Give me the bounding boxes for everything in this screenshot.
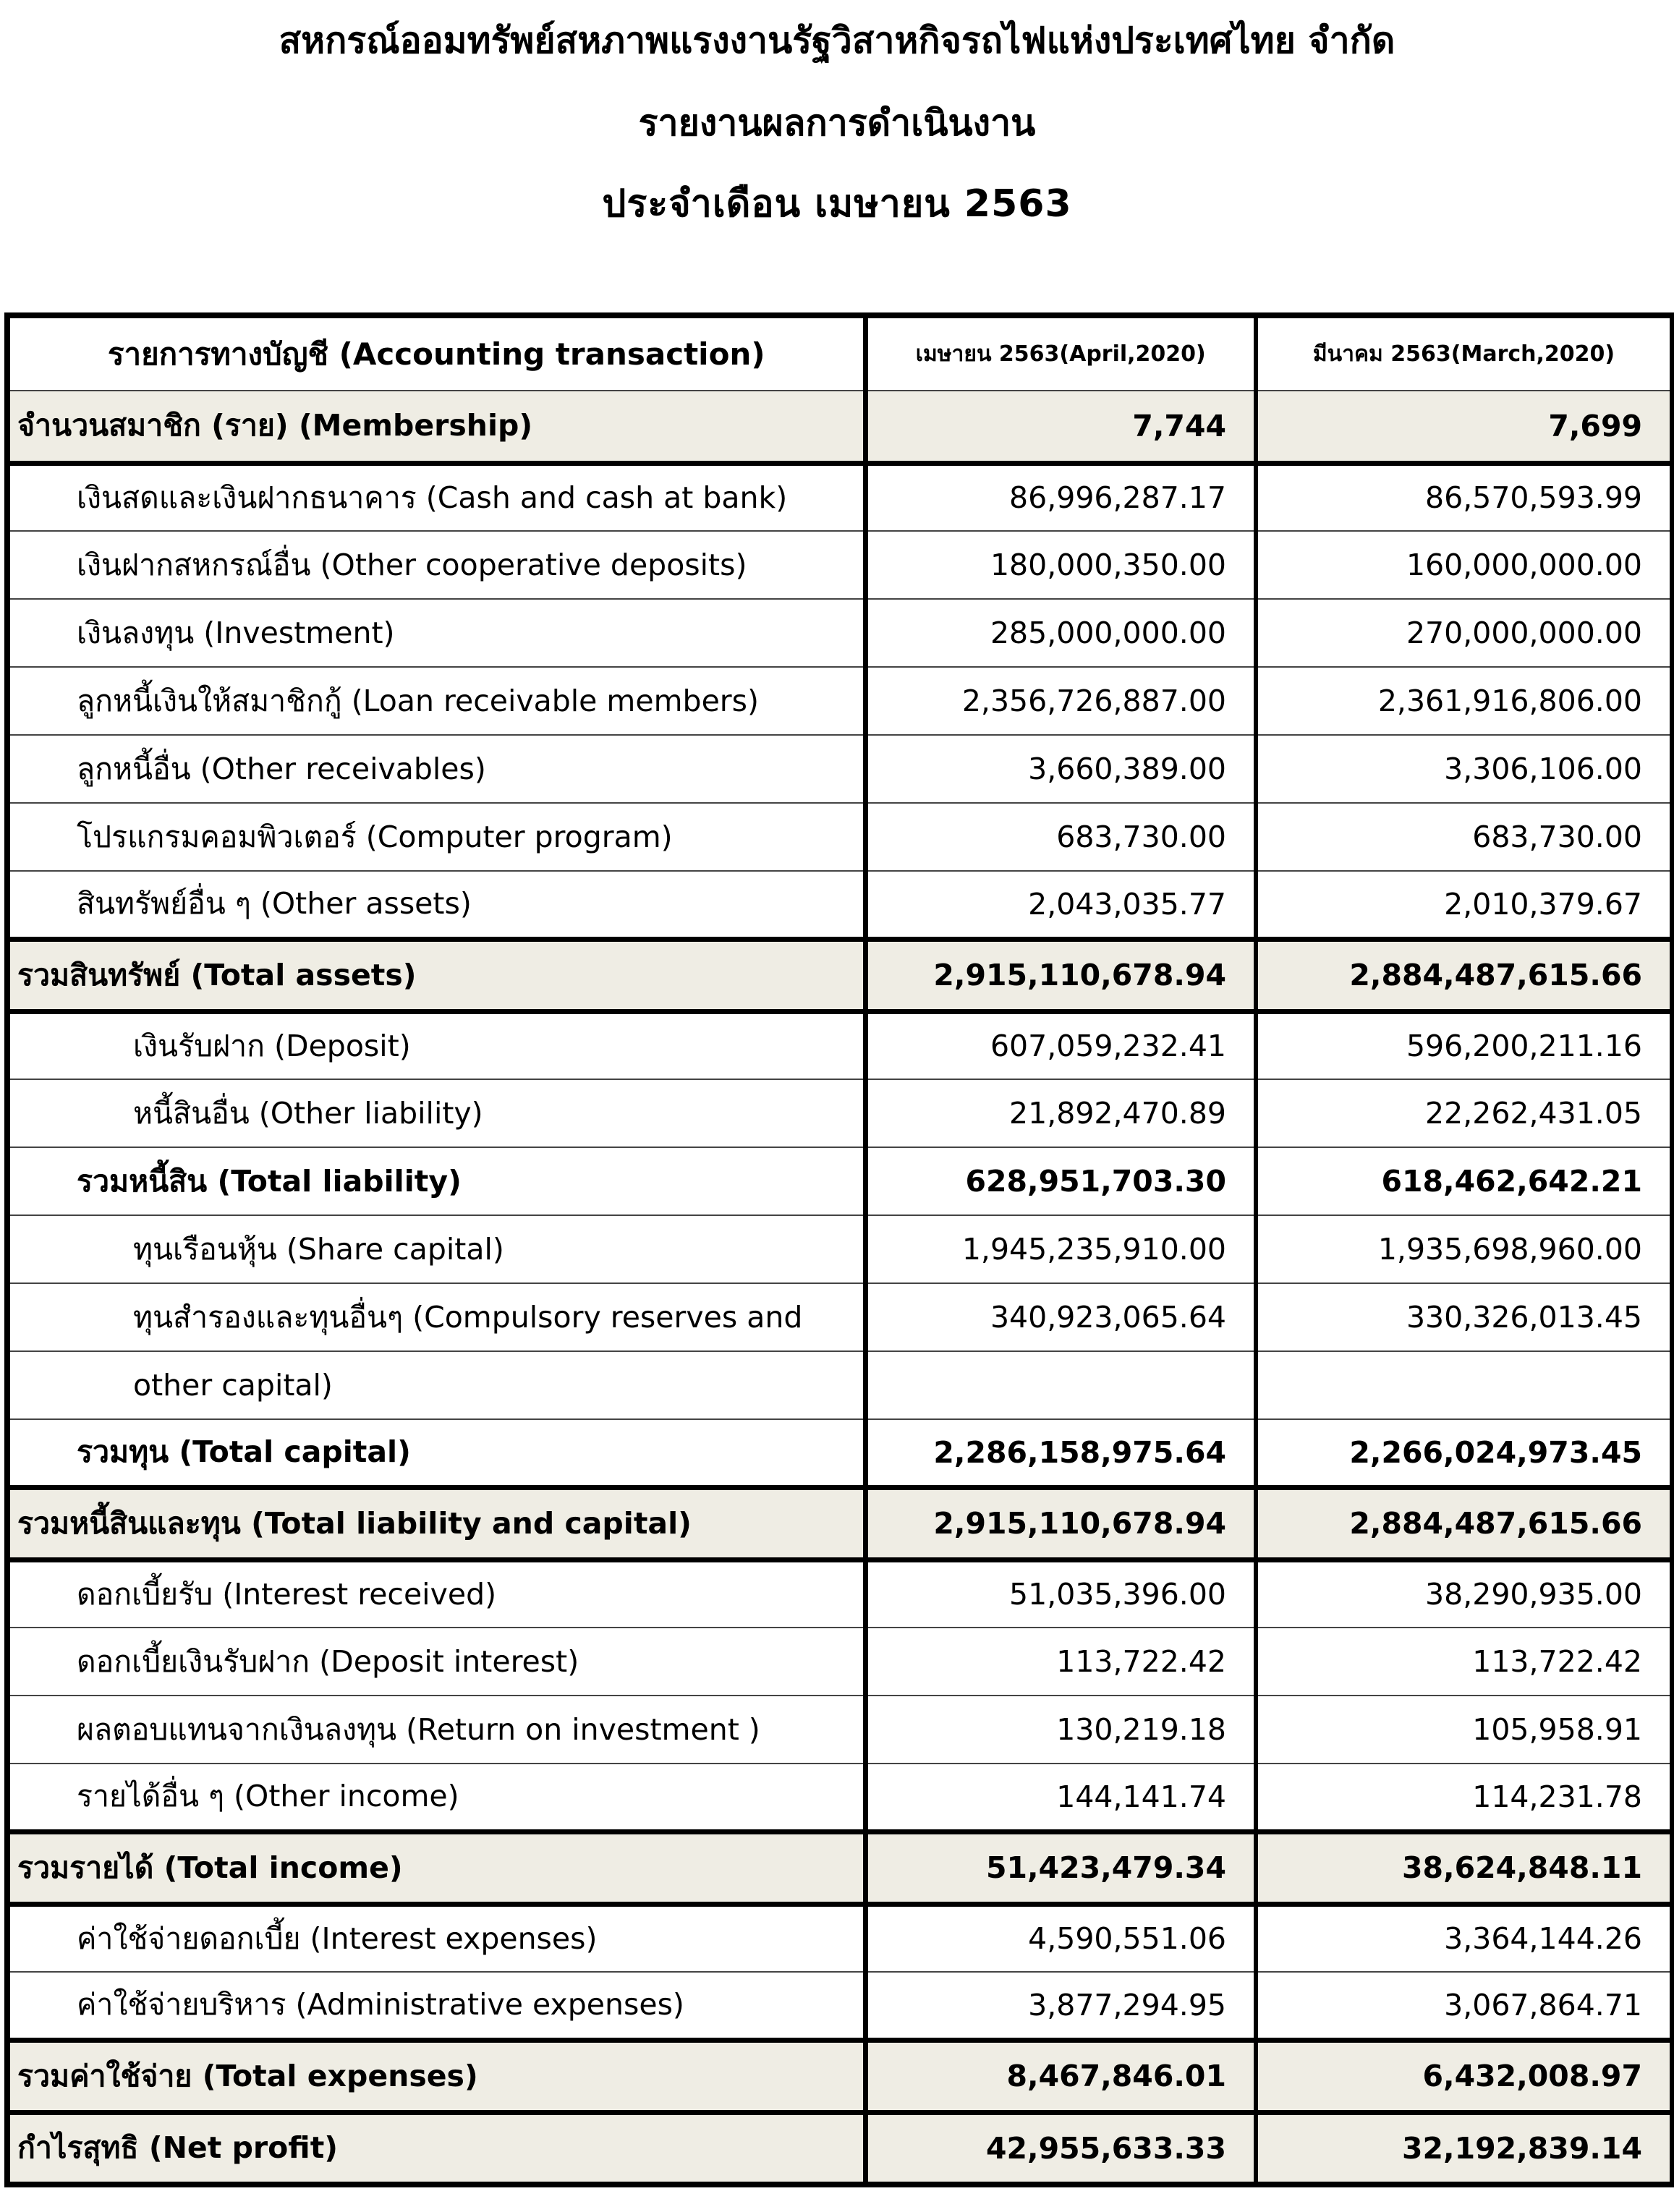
- row-value-april: 340,923,065.64: [865, 1283, 1256, 1351]
- row-label: รวมรายได้ (Total income): [7, 1832, 865, 1904]
- table-row-net-profit: [7, 2112, 1673, 2185]
- row-label: รวมทุน (Total capital): [7, 1419, 865, 1487]
- row-label: ค่าใช้จ่ายดอกเบี้ย (Interest expenses): [7, 1904, 865, 1972]
- row-label: เงินสดและเงินฝากธนาคาร (Cash and cash at bank): [7, 463, 865, 531]
- row-value-april: 51,423,479.34: [865, 1832, 1256, 1904]
- row-value-march: 2,884,487,615.66: [1256, 939, 1673, 1011]
- table-row: [7, 599, 1673, 667]
- row-value-april: 4,590,551.06: [865, 1904, 1256, 1972]
- row-value-april: 1,945,235,910.00: [865, 1215, 1256, 1283]
- row-value-april: 3,660,389.00: [865, 735, 1256, 803]
- table-header-row: [7, 315, 1673, 391]
- row-value-april: 607,059,232.41: [865, 1011, 1256, 1079]
- row-value-april: 144,141.74: [865, 1764, 1256, 1832]
- row-label: รายได้อื่น ๆ (Other income): [7, 1764, 865, 1832]
- row-value-march: 3,364,144.26: [1256, 1904, 1673, 1972]
- row-value-march: 2,266,024,973.45: [1256, 1419, 1673, 1487]
- row-label: ลูกหนี้อื่น (Other receivables): [7, 735, 865, 803]
- row-label: โปรแกรมคอมพิวเตอร์ (Computer program): [7, 803, 865, 871]
- table-row: [7, 735, 1673, 803]
- table-row: [7, 667, 1673, 735]
- row-value-april: 628,951,703.30: [865, 1147, 1256, 1215]
- table-row: [7, 1079, 1673, 1147]
- row-label: รวมค่าใช้จ่าย (Total expenses): [7, 2040, 865, 2112]
- row-value-april: 2,356,726,887.00: [865, 667, 1256, 735]
- report-period: ประจำเดือน เมษายน 2563: [602, 182, 1072, 226]
- row-value-march: 32,192,839.14: [1256, 2112, 1673, 2185]
- row-value-april: 285,000,000.00: [865, 599, 1256, 667]
- row-value-april: 2,286,158,975.64: [865, 1419, 1256, 1487]
- row-label: ดอกเบี้ยรับ (Interest received): [7, 1560, 865, 1628]
- table-row-total-income: [7, 1832, 1673, 1904]
- row-value-march: 38,624,848.11: [1256, 1832, 1673, 1904]
- row-value-april: 113,722.42: [865, 1628, 1256, 1696]
- row-value-march: 3,067,864.71: [1256, 1972, 1673, 2040]
- row-value-march: 160,000,000.00: [1256, 531, 1673, 599]
- row-label: รวมหนี้สินและทุน (Total liability and capital): [7, 1487, 865, 1560]
- row-value-march: 2,884,487,615.66: [1256, 1487, 1673, 1560]
- table-row-total-liability: [7, 1147, 1673, 1215]
- row-value-march: 22,262,431.05: [1256, 1079, 1673, 1147]
- row-label: ทุนเรือนหุ้น (Share capital): [7, 1215, 865, 1283]
- row-value-april: 42,955,633.33: [865, 2112, 1256, 2185]
- table-row: [7, 1696, 1673, 1764]
- row-label: ทุนสำรองและทุนอื่นๆ (Compulsory reserves and: [7, 1283, 865, 1351]
- row-value-march: 596,200,211.16: [1256, 1011, 1673, 1079]
- row-label: หนี้สินอื่น (Other liability): [7, 1079, 865, 1147]
- row-label: เงินรับฝาก (Deposit): [7, 1011, 865, 1079]
- table-row: [7, 1972, 1673, 2040]
- row-value-april: 683,730.00: [865, 803, 1256, 871]
- row-label: เงินฝากสหกรณ์อื่น (Other cooperative deposits): [7, 531, 865, 599]
- row-value-march: 38,290,935.00: [1256, 1560, 1673, 1628]
- table-row-total-liability-capital: [7, 1487, 1673, 1560]
- table-row: [7, 1764, 1673, 1832]
- table-row-total-assets: [7, 939, 1673, 1011]
- row-value-march: 3,306,106.00: [1256, 735, 1673, 803]
- row-value-march: 105,958.91: [1256, 1696, 1673, 1764]
- column-header-item: รายการทางบัญชี (Accounting transaction): [7, 315, 865, 391]
- row-value-april: 86,996,287.17: [865, 463, 1256, 531]
- row-value-april: [865, 1351, 1256, 1419]
- row-value-march: 618,462,642.21: [1256, 1147, 1673, 1215]
- table-row-continuation: [7, 1351, 1673, 1419]
- table-row-total-expenses: [7, 2040, 1673, 2112]
- financial-report-table: [4, 312, 1674, 2187]
- table-row: [7, 463, 1673, 531]
- row-value-april: 130,219.18: [865, 1696, 1256, 1764]
- row-label: สินทรัพย์อื่น ๆ (Other assets): [7, 871, 865, 939]
- row-value-april: 8,467,846.01: [865, 2040, 1256, 2112]
- table-row: [7, 1628, 1673, 1696]
- row-value-april: 51,035,396.00: [865, 1560, 1256, 1628]
- table-row: [7, 1560, 1673, 1628]
- table-row: [7, 531, 1673, 599]
- row-value-april: 180,000,350.00: [865, 531, 1256, 599]
- row-value-march: [1256, 1351, 1673, 1419]
- row-label: กำไรสุทธิ (Net profit): [7, 2112, 865, 2185]
- cooperative-name: สหกรณ์ออมทรัพย์สหภาพแรงงานรัฐวิสาหกิจรถไฟแห่งประเทศไทย จำกัด: [279, 20, 1395, 61]
- row-value-march: 270,000,000.00: [1256, 599, 1673, 667]
- report-title: รายงานผลการดำเนินงาน: [638, 102, 1036, 144]
- table-row: [7, 1011, 1673, 1079]
- row-value-april: 2,915,110,678.94: [865, 939, 1256, 1011]
- row-value-april: 2,043,035.77: [865, 871, 1256, 939]
- table-row: [7, 803, 1673, 871]
- column-header-april: เมษายน 2563(April,2020): [865, 315, 1256, 391]
- table-row: [7, 1283, 1673, 1351]
- row-label: จำนวนสมาชิก (ราย) (Membership): [7, 391, 865, 463]
- row-value-march: 2,010,379.67: [1256, 871, 1673, 939]
- column-header-march: มีนาคม 2563(March,2020): [1256, 315, 1673, 391]
- row-label: ค่าใช้จ่ายบริหาร (Administrative expenses): [7, 1972, 865, 2040]
- row-value-april: 7,744: [865, 391, 1256, 463]
- row-value-march: 114,231.78: [1256, 1764, 1673, 1832]
- table-row: [7, 1904, 1673, 1972]
- table-row: [7, 1215, 1673, 1283]
- row-value-march: 113,722.42: [1256, 1628, 1673, 1696]
- row-value-april: 21,892,470.89: [865, 1079, 1256, 1147]
- row-label: เงินลงทุน (Investment): [7, 599, 865, 667]
- row-value-march: 7,699: [1256, 391, 1673, 463]
- row-value-march: 330,326,013.45: [1256, 1283, 1673, 1351]
- row-label: other capital): [7, 1351, 865, 1419]
- table-row-total-capital: [7, 1419, 1673, 1487]
- row-value-march: 683,730.00: [1256, 803, 1673, 871]
- row-label: ลูกหนี้เงินให้สมาชิกกู้ (Loan receivable members): [7, 667, 865, 735]
- row-label: ดอกเบี้ยเงินรับฝาก (Deposit interest): [7, 1628, 865, 1696]
- row-label: รวมหนี้สิน (Total liability): [7, 1147, 865, 1215]
- row-value-april: 3,877,294.95: [865, 1972, 1256, 2040]
- row-value-march: 6,432,008.97: [1256, 2040, 1673, 2112]
- row-label: รวมสินทรัพย์ (Total assets): [7, 939, 865, 1011]
- table-row-membership: [7, 391, 1673, 463]
- row-value-march: 86,570,593.99: [1256, 463, 1673, 531]
- row-value-april: 2,915,110,678.94: [865, 1487, 1256, 1560]
- table-row: [7, 871, 1673, 939]
- row-label: ผลตอบแทนจากเงินลงทุน (Return on investment ): [7, 1696, 865, 1764]
- row-value-march: 1,935,698,960.00: [1256, 1215, 1673, 1283]
- row-value-march: 2,361,916,806.00: [1256, 667, 1673, 735]
